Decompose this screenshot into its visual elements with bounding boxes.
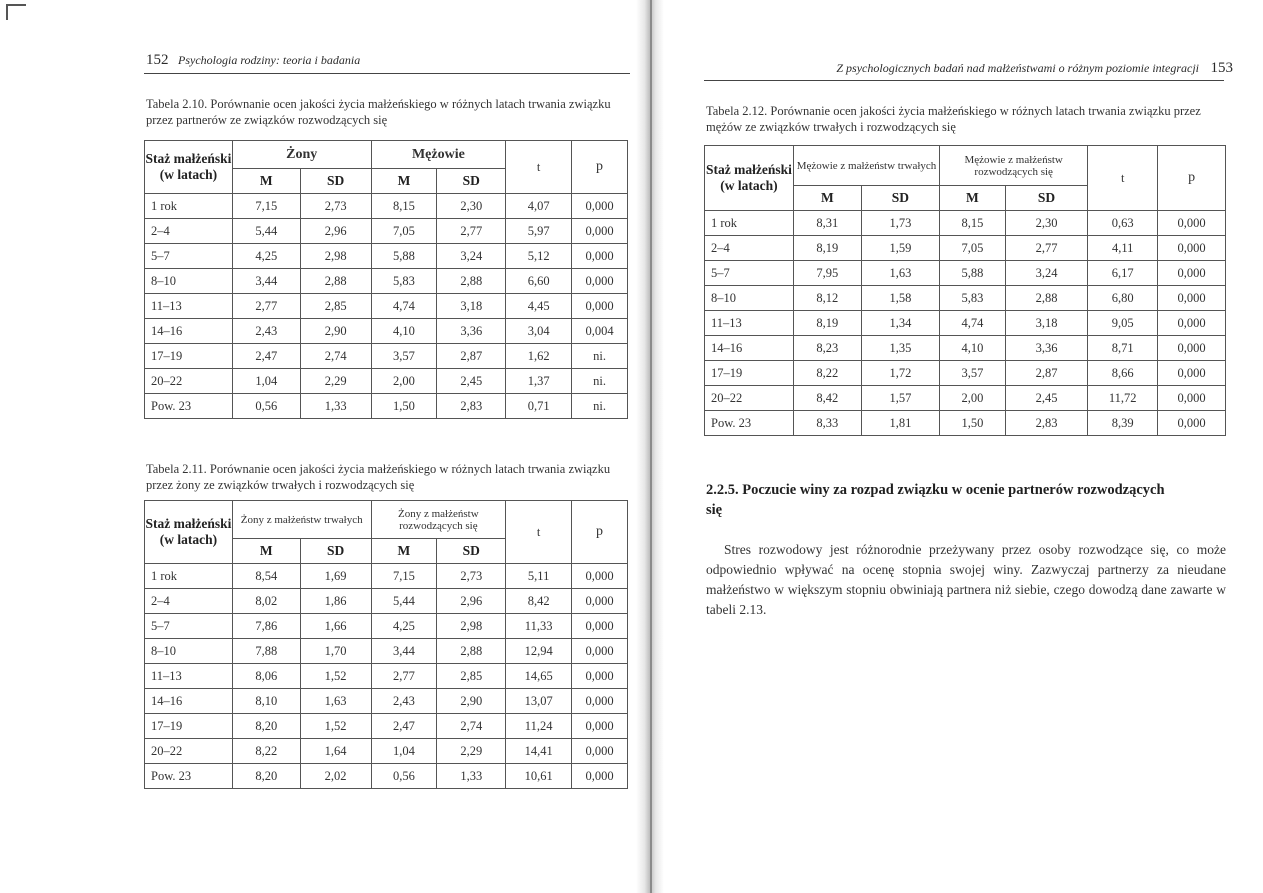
table-2-10-cell: 2,45: [437, 369, 506, 394]
table-2-10-row: [145, 394, 628, 419]
table-2-10-cell: 3,36: [437, 319, 506, 344]
table-2-12-row: [705, 236, 1226, 261]
table-2-11-sd1-header: SD: [300, 539, 371, 564]
table-2-12-cell: 7,95: [793, 261, 861, 286]
table-2-12-m2-header: M: [940, 186, 1006, 211]
table-2-10-row-label: Pow. 23: [145, 394, 233, 419]
table-2-12-cell: 1,50: [940, 411, 1006, 436]
table-2-11-cell: 0,000: [572, 564, 628, 589]
table-2-11-cell: 1,66: [300, 614, 371, 639]
table-2-10-cell: 2,98: [300, 244, 371, 269]
left-header-rule: [144, 73, 630, 74]
table-2-11-row: [145, 614, 628, 639]
table-2-10-cell: 0,000: [572, 294, 628, 319]
table-2-11-row-label: 11–13: [145, 664, 233, 689]
table-2-10-cell: 0,56: [232, 394, 300, 419]
table-2-12-row: [705, 336, 1226, 361]
table-2-10-row-label: 1 rok: [145, 194, 233, 219]
table-2-11-cell: 8,20: [232, 714, 300, 739]
table-2-12-cell: 1,81: [861, 411, 939, 436]
table-2-10-row-label: 20–22: [145, 369, 233, 394]
table-2-12-row-label: 2–4: [705, 236, 794, 261]
table-2-10-cell: 0,000: [572, 269, 628, 294]
table-2-12-cell: 0,000: [1158, 411, 1226, 436]
table-2-11-cell: 8,22: [232, 739, 300, 764]
table-2-10-cell: 1,04: [232, 369, 300, 394]
table-2-12-cell: 8,19: [793, 311, 861, 336]
table-2-11-row: [145, 739, 628, 764]
table-2-10-cell: 5,83: [371, 269, 437, 294]
table-2-11-cell: 12,94: [506, 639, 572, 664]
table-2-10-cell: 5,12: [506, 244, 572, 269]
table-2-12-row-label: 17–19: [705, 361, 794, 386]
right-header-rule: [704, 80, 1224, 81]
table-2-10-sd2-header: SD: [437, 169, 506, 194]
table-2-10-cell: 2,29: [300, 369, 371, 394]
table-2-11-caption: Tabela 2.11. Porównanie ocen jakości życia małżeńskiego w różnych latach trwania związku przez żony ze związków trwałych i rozwodzących się: [146, 462, 611, 492]
table-2-11-cell: 0,000: [572, 639, 628, 664]
table-2-12-cell: 2,77: [1005, 236, 1088, 261]
table-2-12-cell: 2,00: [940, 386, 1006, 411]
table-2-12-cell: 4,74: [940, 311, 1006, 336]
table-2-11-cell: 8,10: [232, 689, 300, 714]
table-2-12-row-label: 20–22: [705, 386, 794, 411]
table-2-10-cell: 4,25: [232, 244, 300, 269]
table-2-10-cell: 2,87: [437, 344, 506, 369]
table-2-10-cell: 2,85: [300, 294, 371, 319]
right-running-title: Z psychologicznych badań nad małżeństwami o różnym poziomie integracji: [836, 61, 1199, 75]
table-2-11-cell: 2,90: [437, 689, 506, 714]
table-2-11-cell: 2,29: [437, 739, 506, 764]
table-2-11-cell: 7,15: [371, 564, 437, 589]
table-2-12-cell: 1,34: [861, 311, 939, 336]
table-2-11-cell: 1,33: [437, 764, 506, 789]
table-2-11-cell: 5,11: [506, 564, 572, 589]
table-2-11-cell: 1,69: [300, 564, 371, 589]
table-2-10-cell: 1,62: [506, 344, 572, 369]
table-2-12-row: [705, 386, 1226, 411]
table-2-12-row-label: 8–10: [705, 286, 794, 311]
table-2-10-caption: Tabela 2.10. Porównanie ocen jakości życia małżeńskiego w różnych latach trwania związku przez partnerów ze związków rozwodzących się: [146, 97, 611, 127]
table-2-10-cell: 2,83: [437, 394, 506, 419]
table-2-12-cell: 11,72: [1088, 386, 1158, 411]
table-2-11-cell: 10,61: [506, 764, 572, 789]
table-2-11-cell: 3,44: [371, 639, 437, 664]
table-2-11-cell: 1,52: [300, 664, 371, 689]
table-2-12: [704, 145, 1226, 436]
table-2-10-cell: 2,96: [300, 219, 371, 244]
table-2-12-caption: Tabela 2.12. Porównanie ocen jakości życia małżeńskiego w różnych latach trwania związku przez mężów ze związków trwałych i rozwodzących się: [706, 104, 1201, 134]
table-2-12-cell: 0,000: [1158, 361, 1226, 386]
table-2-11-t-header: t: [506, 501, 572, 564]
table-2-12-cell: 8,39: [1088, 411, 1158, 436]
table-2-11-cell: 14,41: [506, 739, 572, 764]
table-2-11-cell: 8,54: [232, 564, 300, 589]
table-2-11-cell: 0,000: [572, 714, 628, 739]
table-2-11-cell: 8,02: [232, 589, 300, 614]
table-2-10-cell: 5,44: [232, 219, 300, 244]
table-2-12-cell: 1,63: [861, 261, 939, 286]
table-2-11-row: [145, 639, 628, 664]
table-2-10-cell: 5,97: [506, 219, 572, 244]
table-2-11-staz-header: Staż małżeński (w latach): [145, 501, 233, 564]
table-2-12-cell: 0,000: [1158, 261, 1226, 286]
table-2-12-cell: 8,71: [1088, 336, 1158, 361]
left-running-head: [146, 52, 360, 69]
table-2-11-cell: 0,000: [572, 764, 628, 789]
table-2-11-row: [145, 689, 628, 714]
table-2-12-cell: 6,17: [1088, 261, 1158, 286]
table-2-11-row-label: 14–16: [145, 689, 233, 714]
table-2-12-cell: 3,24: [1005, 261, 1088, 286]
table-2-11: [144, 500, 628, 789]
section-heading: [706, 480, 1166, 520]
table-2-12-cell: 8,15: [940, 211, 1006, 236]
table-2-12-cell: 0,000: [1158, 386, 1226, 411]
table-2-11-cell: 2,96: [437, 589, 506, 614]
table-2-12-row: [705, 286, 1226, 311]
table-2-10-cell: 2,88: [300, 269, 371, 294]
table-2-10-row: [145, 294, 628, 319]
table-2-12-cell: 8,19: [793, 236, 861, 261]
table-2-11-cell: 2,73: [437, 564, 506, 589]
table-2-11-cell: 11,33: [506, 614, 572, 639]
table-2-10-cell: 3,18: [437, 294, 506, 319]
table-2-12-row-label: 5–7: [705, 261, 794, 286]
table-2-12-cell: 7,05: [940, 236, 1006, 261]
table-2-11-cell: 8,20: [232, 764, 300, 789]
table-2-11-cell: 0,000: [572, 614, 628, 639]
table-2-10-cell: 2,47: [232, 344, 300, 369]
table-2-10-group2-header: Mężowie: [371, 141, 506, 169]
table-2-10-cell: 5,88: [371, 244, 437, 269]
table-2-11-cell: 1,63: [300, 689, 371, 714]
table-2-12-row-label: 1 rok: [705, 211, 794, 236]
table-2-10-row-label: 14–16: [145, 319, 233, 344]
table-2-10-m1-header: M: [232, 169, 300, 194]
table-2-12-t-header: t: [1088, 146, 1158, 211]
right-page: [664, 0, 1263, 893]
table-2-10-cell: 3,24: [437, 244, 506, 269]
table-2-12-row-label: 11–13: [705, 311, 794, 336]
table-2-10-row-label: 11–13: [145, 294, 233, 319]
table-2-12-cell: 0,000: [1158, 286, 1226, 311]
table-2-12-cell: 8,31: [793, 211, 861, 236]
table-2-10-row: [145, 319, 628, 344]
table-2-11-cell: 0,000: [572, 664, 628, 689]
table-2-12-cell: 1,58: [861, 286, 939, 311]
table-2-12-cell: 3,36: [1005, 336, 1088, 361]
table-2-12-cell: 1,35: [861, 336, 939, 361]
table-2-10-row-label: 8–10: [145, 269, 233, 294]
right-running-head: [836, 60, 1233, 77]
table-2-11-row: [145, 664, 628, 689]
table-2-10-cell: 6,60: [506, 269, 572, 294]
table-2-11-sd2-header: SD: [437, 539, 506, 564]
table-2-10-p-header: p: [572, 141, 628, 194]
table-2-11-row: [145, 714, 628, 739]
table-2-11-row-label: 8–10: [145, 639, 233, 664]
table-2-10-cell: 0,000: [572, 244, 628, 269]
table-2-11-cell: 2,77: [371, 664, 437, 689]
table-2-12-cell: 0,63: [1088, 211, 1158, 236]
table-2-11-row: [145, 589, 628, 614]
table-2-10-cell: 2,43: [232, 319, 300, 344]
table-2-12-cell: 2,30: [1005, 211, 1088, 236]
table-2-12-group1-header: Mężowie z małżeństw trwałych: [793, 146, 939, 186]
table-2-10-row: [145, 269, 628, 294]
right-page-number: 153: [1210, 60, 1233, 76]
table-2-12-row: [705, 361, 1226, 386]
table-2-10-cell: 8,15: [371, 194, 437, 219]
table-2-10-cell: 2,73: [300, 194, 371, 219]
table-2-12-cell: 1,57: [861, 386, 939, 411]
table-2-10-cell: 2,77: [232, 294, 300, 319]
table-2-12-cell: 2,87: [1005, 361, 1088, 386]
table-2-12-cell: 3,57: [940, 361, 1006, 386]
table-2-11-cell: 1,70: [300, 639, 371, 664]
table-2-12-cell: 4,11: [1088, 236, 1158, 261]
table-2-11-cell: 13,07: [506, 689, 572, 714]
table-2-10-cell: 4,74: [371, 294, 437, 319]
table-2-10-row: [145, 244, 628, 269]
table-2-12-cell: 0,000: [1158, 336, 1226, 361]
table-2-12-cell: 8,23: [793, 336, 861, 361]
table-2-10-cell: 2,90: [300, 319, 371, 344]
table-2-11-cell: 4,25: [371, 614, 437, 639]
table-2-10-cell: 0,71: [506, 394, 572, 419]
table-2-10-cell: 7,05: [371, 219, 437, 244]
table-2-10-cell: 1,37: [506, 369, 572, 394]
table-2-11-cell: 2,88: [437, 639, 506, 664]
table-2-11-group2-header: Żony z małżeństw rozwodzących się: [371, 501, 506, 539]
table-2-12-cell: 0,000: [1158, 311, 1226, 336]
table-2-12-cell: 2,88: [1005, 286, 1088, 311]
table-2-12-cell: 8,22: [793, 361, 861, 386]
table-2-11-cell: 0,000: [572, 589, 628, 614]
table-2-12-cell: 2,83: [1005, 411, 1088, 436]
table-2-10-row-label: 17–19: [145, 344, 233, 369]
table-2-11-cell: 2,43: [371, 689, 437, 714]
table-2-11-cell: 1,04: [371, 739, 437, 764]
table-2-10-group1-header: Żony: [232, 141, 371, 169]
table-2-10-t-header: t: [506, 141, 572, 194]
table-2-10-cell: 1,33: [300, 394, 371, 419]
table-2-10-cell: 1,50: [371, 394, 437, 419]
table-2-11-cell: 2,85: [437, 664, 506, 689]
table-2-11-cell: 0,000: [572, 689, 628, 714]
table-2-10-staz-header: Staż małżeński (w latach): [145, 141, 233, 194]
table-2-12-group2-header: Mężowie z małżeństw rozwodzących się: [940, 146, 1088, 186]
table-2-11-cell: 0,000: [572, 739, 628, 764]
table-2-11-cell: 5,44: [371, 589, 437, 614]
table-2-12-cell: 1,72: [861, 361, 939, 386]
table-2-10-cell: 2,77: [437, 219, 506, 244]
table-2-12-cell: 1,73: [861, 211, 939, 236]
table-2-10-cell: 3,44: [232, 269, 300, 294]
table-2-10-cell: 7,15: [232, 194, 300, 219]
section-number: 2.2.5.: [706, 482, 739, 498]
table-2-11-cell: 2,98: [437, 614, 506, 639]
table-2-11-row-label: 2–4: [145, 589, 233, 614]
table-2-10-cell: 4,10: [371, 319, 437, 344]
table-2-10-cell: 4,45: [506, 294, 572, 319]
table-2-12-m1-header: M: [793, 186, 861, 211]
table-2-11-cell: 2,74: [437, 714, 506, 739]
table-2-12-cell: 1,59: [861, 236, 939, 261]
table-2-11-cell: 8,42: [506, 589, 572, 614]
table-2-10-cell: ni.: [572, 394, 628, 419]
left-page-number: 152: [146, 52, 169, 68]
table-2-12-cell: 4,10: [940, 336, 1006, 361]
table-2-11-cell: 1,86: [300, 589, 371, 614]
table-2-12-cell: 2,45: [1005, 386, 1088, 411]
table-2-10-sd1-header: SD: [300, 169, 371, 194]
table-2-12-cell: 9,05: [1088, 311, 1158, 336]
table-2-12-row: [705, 211, 1226, 236]
table-2-10-cell: ni.: [572, 369, 628, 394]
table-2-10-row: [145, 369, 628, 394]
table-2-11-cell: 7,88: [232, 639, 300, 664]
table-2-10-cell: ni.: [572, 344, 628, 369]
table-2-12-row-label: 14–16: [705, 336, 794, 361]
table-2-12-cell: 8,42: [793, 386, 861, 411]
table-2-10-cell: 0,000: [572, 194, 628, 219]
table-2-12-row-label: Pow. 23: [705, 411, 794, 436]
table-2-11-cell: 7,86: [232, 614, 300, 639]
table-2-12-cell: 3,18: [1005, 311, 1088, 336]
body-paragraph: Stres rozwodowy jest różnorodnie przeżywany przez osoby rozwodzące się, co może odpowiednio wpływać na ocenę stopnia swojej winy. Zazwyczaj partnerzy za nieudane małżeństwo w większym stopniu obwiniają partnera niż siebie, czego dowodzą dane zawarte w tabeli 2.13.: [706, 542, 1226, 617]
table-2-12-row: [705, 311, 1226, 336]
table-2-11-row-label: 17–19: [145, 714, 233, 739]
table-2-12-cell: 8,33: [793, 411, 861, 436]
table-2-11-m2-header: M: [371, 539, 437, 564]
table-2-10-m2-header: M: [371, 169, 437, 194]
table-2-10-cell: 4,07: [506, 194, 572, 219]
table-2-10-cell: 0,004: [572, 319, 628, 344]
table-2-12-row: [705, 411, 1226, 436]
section-title: Poczucie winy za rozpad związku w ocenie partnerów rozwodzących się: [706, 482, 1165, 518]
table-2-11-row-label: 5–7: [145, 614, 233, 639]
table-2-10-cell: 3,04: [506, 319, 572, 344]
table-2-10: [144, 140, 628, 419]
table-2-11-cell: 11,24: [506, 714, 572, 739]
table-2-11-cell: 1,64: [300, 739, 371, 764]
table-2-11-cell: 2,02: [300, 764, 371, 789]
table-2-11-m1-header: M: [232, 539, 300, 564]
table-2-11-row-label: 1 rok: [145, 564, 233, 589]
table-2-12-cell: 8,12: [793, 286, 861, 311]
table-2-10-cell: 2,74: [300, 344, 371, 369]
table-2-11-p-header: p: [572, 501, 628, 564]
table-2-10-row: [145, 344, 628, 369]
table-2-10-cell: 2,88: [437, 269, 506, 294]
table-2-11-row-label: Pow. 23: [145, 764, 233, 789]
table-2-11-cell: 1,52: [300, 714, 371, 739]
table-2-10-cell: 0,000: [572, 219, 628, 244]
table-2-12-cell: 0,000: [1158, 236, 1226, 261]
table-2-10-row-label: 5–7: [145, 244, 233, 269]
table-2-12-cell: 0,000: [1158, 211, 1226, 236]
table-2-11-cell: 14,65: [506, 664, 572, 689]
table-2-12-staz-header: Staż małżeński (w latach): [705, 146, 794, 211]
table-2-12-cell: 6,80: [1088, 286, 1158, 311]
table-2-10-row-label: 2–4: [145, 219, 233, 244]
table-2-12-sd1-header: SD: [861, 186, 939, 211]
table-2-12-p-header: p: [1158, 146, 1226, 211]
table-2-12-cell: 8,66: [1088, 361, 1158, 386]
table-2-12-sd2-header: SD: [1005, 186, 1088, 211]
left-running-title: Psychologia rodziny: teoria i badania: [178, 53, 361, 67]
book-spine: [650, 0, 652, 893]
table-2-11-row-label: 20–22: [145, 739, 233, 764]
table-2-11-cell: 2,47: [371, 714, 437, 739]
table-2-11-cell: 0,56: [371, 764, 437, 789]
table-2-11-group1-header: Żony z małżeństw trwałych: [232, 501, 371, 539]
table-2-11-row: [145, 764, 628, 789]
table-2-11-row: [145, 564, 628, 589]
table-2-12-cell: 5,83: [940, 286, 1006, 311]
table-2-10-row: [145, 219, 628, 244]
table-2-10-row: [145, 194, 628, 219]
table-2-12-cell: 5,88: [940, 261, 1006, 286]
table-2-12-row: [705, 261, 1226, 286]
table-2-11-cell: 8,06: [232, 664, 300, 689]
table-2-10-cell: 2,30: [437, 194, 506, 219]
table-2-10-cell: 3,57: [371, 344, 437, 369]
table-2-10-cell: 2,00: [371, 369, 437, 394]
